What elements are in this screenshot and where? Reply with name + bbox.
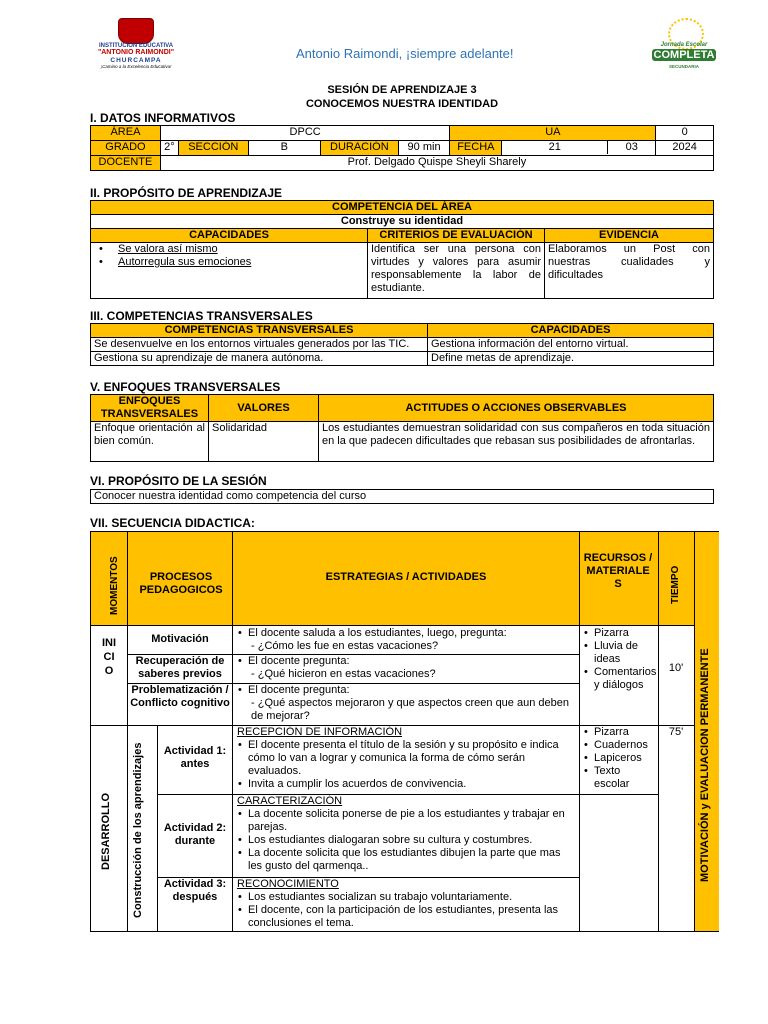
- criterio-text: Identifica ser una persona con virtudes y valores para asumir responsablemente la labor de estudiante.: [368, 243, 545, 299]
- recurso-item: • Pizarra: [583, 627, 655, 640]
- recuperacion-line1: • El docente pregunta:: [237, 655, 575, 668]
- problematizacion-line2: - ¿Qué aspectos mejoraron y que aspectos creen que aun deben de mejorar?: [251, 697, 569, 722]
- recuperacion-label: Recuperación de saberes previos: [135, 655, 225, 680]
- problematizacion-label: Problematización / Conflicto cognitivo: [130, 684, 230, 709]
- jec-line3: SECUNDARIA: [668, 64, 699, 69]
- secuencia-heading: VII. SECUENCIA DIDACTICA:: [90, 516, 255, 530]
- act1-title: RECEPCIÓN DE INFORMACIÓN: [237, 726, 403, 738]
- tiempo-inicio: 10': [668, 662, 684, 674]
- act1-item: • Invita a cumplir los acuerdos de convivencia.: [237, 778, 575, 791]
- act1-item: • El docente presenta el título de la sesión y su propósito e indica cómo lo van a lograr y comunica la forma de cómo serán evaluados.: [237, 739, 575, 778]
- motivacion-label: Motivación: [151, 633, 209, 645]
- capacidad-item: [98, 256, 364, 269]
- act2-text: [237, 795, 575, 873]
- transversal-cap: Define metas de aprendizaje.: [428, 352, 714, 366]
- desarrollo-label: DESARROLLO: [100, 793, 112, 871]
- jec-line1: Jornada Escolar: [660, 42, 708, 48]
- session-title: SESIÓN DE APRENDIZAJE 3: [327, 84, 477, 96]
- ua-label: UA: [450, 126, 656, 141]
- capacidad-item: [98, 243, 364, 256]
- evidencia-header: EVIDENCIA: [545, 229, 714, 243]
- vline-2: [232, 532, 233, 931]
- session-subtitle: CONOCEMOS NUESTRA IDENTIDAD: [305, 98, 499, 110]
- recurso-item: • Lluvia de ideas: [583, 640, 655, 666]
- act1-label: Actividad 1: antes: [163, 745, 227, 770]
- enfoques-col3: ACTITUDES O ACCIONES OBSERVABLES: [319, 395, 714, 422]
- fecha-values: [502, 141, 656, 156]
- seccion-value: B: [248, 141, 320, 156]
- estrategias-header: ESTRATEGIAS / ACTIVIDADES: [325, 571, 487, 583]
- enfoques-heading: V. ENFOQUES TRANSVERSALES: [90, 380, 281, 394]
- act3-title: RECONOCIMIENTO: [237, 878, 339, 890]
- enfoques-col1: ENFOQUES TRANSVERSALES: [91, 395, 209, 422]
- area-label: ÁREA: [91, 126, 161, 141]
- act2-item: • La docente solicita ponerse de pie a los estudiantes y trabajar en parejas.: [237, 808, 575, 834]
- transversal-comp: Gestiona su aprendizaje de manera autónoma.: [91, 352, 428, 366]
- duracion-value: 90 min: [398, 141, 450, 156]
- vline-3: [579, 532, 580, 931]
- act3-text: [237, 878, 575, 930]
- problematizacion-text: [237, 684, 575, 723]
- competencia-value: Construye su identidad: [91, 215, 714, 229]
- sesion-heading: VI. PROPÓSITO DE LA SESIÓN: [90, 474, 267, 488]
- recursos-desarrollo: [583, 726, 655, 791]
- tiempo-desarrollo: 75': [668, 726, 684, 738]
- actitud-text: Los estudiantes demuestran solidaridad con sus compañeros en toda situación en la que padecen dificultades que rebasan sus posibilidades de afrontarlas.: [319, 422, 714, 462]
- vline-5: [157, 725, 158, 931]
- criterios-header: CRITERIOS DE EVALUACIÓN: [368, 229, 545, 243]
- grado-value: 2°: [160, 141, 178, 156]
- school-motto: ¡Camino a la Excelencia Educativa!: [100, 64, 172, 69]
- transversales-heading: III. COMPETENCIAS TRANSVERSALES: [90, 309, 313, 323]
- enfoque-text: Enfoque orientación al bien común.: [91, 422, 209, 462]
- ua-value: 0: [656, 126, 714, 141]
- recurso-item: • Pizarra: [583, 726, 655, 739]
- header-slogan: Antonio Raimondi, ¡siempre adelante!: [296, 46, 514, 61]
- grado-label: GRADO: [91, 141, 161, 156]
- tiempo-header: TIEMPO: [670, 565, 681, 604]
- area-value: DPCC: [160, 126, 450, 141]
- recurso-item: • Cuadernos: [583, 739, 655, 752]
- motivacion-line2: - ¿Cómo les fue en estas vacaciones?: [251, 640, 439, 652]
- construccion-label: Construcción de los aprendizajes: [132, 742, 144, 918]
- docente-value: Prof. Delgado Quispe Sheyli Sharely: [160, 156, 713, 171]
- act1-text: [237, 726, 575, 791]
- school-name-line2: "ANTONIO RAIMONDI": [97, 49, 175, 56]
- seccion-label: SECCIÓN: [178, 141, 248, 156]
- fecha-month: 03: [625, 141, 638, 153]
- recuperacion-line2: - ¿Qué hicieron en estas vacaciones?: [251, 668, 436, 680]
- secuencia-table: [90, 531, 719, 932]
- valor-text: Solidaridad: [209, 422, 319, 462]
- evidencia-text: Elaboramos un Post con nuestras cualidades y dificultades: [545, 243, 714, 299]
- competencia-header: COMPETENCIA DEL ÁREA: [91, 201, 714, 215]
- recurso-item: • Lapiceros: [583, 752, 655, 765]
- fecha-label: FECHA: [450, 141, 502, 156]
- motivacion-line1: • El docente saluda a los estudiantes, luego, pregunta:: [237, 627, 575, 640]
- docente-label: DOCENTE: [91, 156, 161, 171]
- datos-heading: I. DATOS INFORMATIVOS: [90, 111, 236, 125]
- recurso-item: • Comentarios y diálogos: [583, 666, 655, 692]
- jec-logo: [648, 18, 720, 74]
- inicio-label: INICIO: [101, 637, 117, 677]
- act3-item: • Los estudiantes socializan su trabajo voluntariamente.: [237, 891, 575, 904]
- proposito-table: [90, 200, 714, 299]
- recuperacion-text: [237, 655, 575, 681]
- capacidades-list: [91, 243, 368, 299]
- enfoques-table: [90, 394, 714, 462]
- enfoques-col2: VALORES: [209, 395, 319, 422]
- side-label: MOTIVACIÓN y EVALUACION PERMANENTE: [699, 648, 711, 882]
- transversales-table: [90, 323, 714, 366]
- school-name-line1: INSTITUCIÓN EDUCATIVA: [98, 43, 174, 49]
- transversal-comp: Se desenvuelve en los entornos virtuales generados por las TIC.: [91, 338, 428, 352]
- act2-item: • Los estudiantes dialogaran sobre su cultura y costumbres.: [237, 834, 575, 847]
- act3-label: Actividad 3: después: [163, 878, 227, 903]
- recursos-header: RECURSOS / MATERIALES: [583, 552, 653, 590]
- transversal-cap: Gestiona información del entorno virtual.: [428, 338, 714, 352]
- row-divider: [579, 794, 658, 795]
- jec-line2: COMPLETA: [653, 49, 715, 61]
- header-divider: [91, 625, 694, 626]
- act3-item: • El docente, con la participación de los estudiantes, presenta las conclusiones el tema.: [237, 904, 575, 930]
- sesion-text: Conocer nuestra identidad como competencia del curso: [91, 490, 714, 504]
- problematizacion-line1: • El docente pregunta:: [237, 684, 575, 697]
- datos-table: [90, 125, 714, 171]
- proposito-heading: II. PROPÓSITO DE APRENDIZAJE: [90, 186, 283, 200]
- school-name-line3: CHURCAMPA: [110, 57, 162, 64]
- fecha-year: 2024: [656, 141, 714, 156]
- capacidad-item-text: Autorregula sus emociones: [118, 256, 252, 268]
- capacidad-item-text: Se valora así mismo: [118, 243, 218, 255]
- school-crest: [118, 18, 154, 44]
- momentos-header: MOMENTOS: [109, 556, 120, 616]
- vline-1: [127, 532, 128, 931]
- school-logo: [86, 18, 186, 72]
- transversales-col1: COMPETENCIAS TRANSVERSALES: [91, 324, 428, 338]
- act2-title: CARACTERIZACIÓN: [237, 795, 343, 807]
- act2-item: • La docente solicita que los estudiantes dibujen la parte que mas les gusto del qarmenqa..: [237, 847, 575, 873]
- motivacion-text: [237, 627, 575, 653]
- fecha-day: 21: [502, 141, 608, 154]
- duracion-label: DURACIÓN: [320, 141, 398, 156]
- act2-label: Actividad 2: durante: [163, 822, 227, 847]
- capacidades-header: CAPACIDADES: [91, 229, 368, 243]
- sesion-table: [90, 489, 714, 504]
- transversales-col2: CAPACIDADES: [428, 324, 714, 338]
- procesos-header: PROCESOS PEDAGOGICOS: [139, 571, 223, 596]
- recursos-inicio: [583, 627, 655, 692]
- recurso-item: • Texto escolar: [583, 765, 655, 791]
